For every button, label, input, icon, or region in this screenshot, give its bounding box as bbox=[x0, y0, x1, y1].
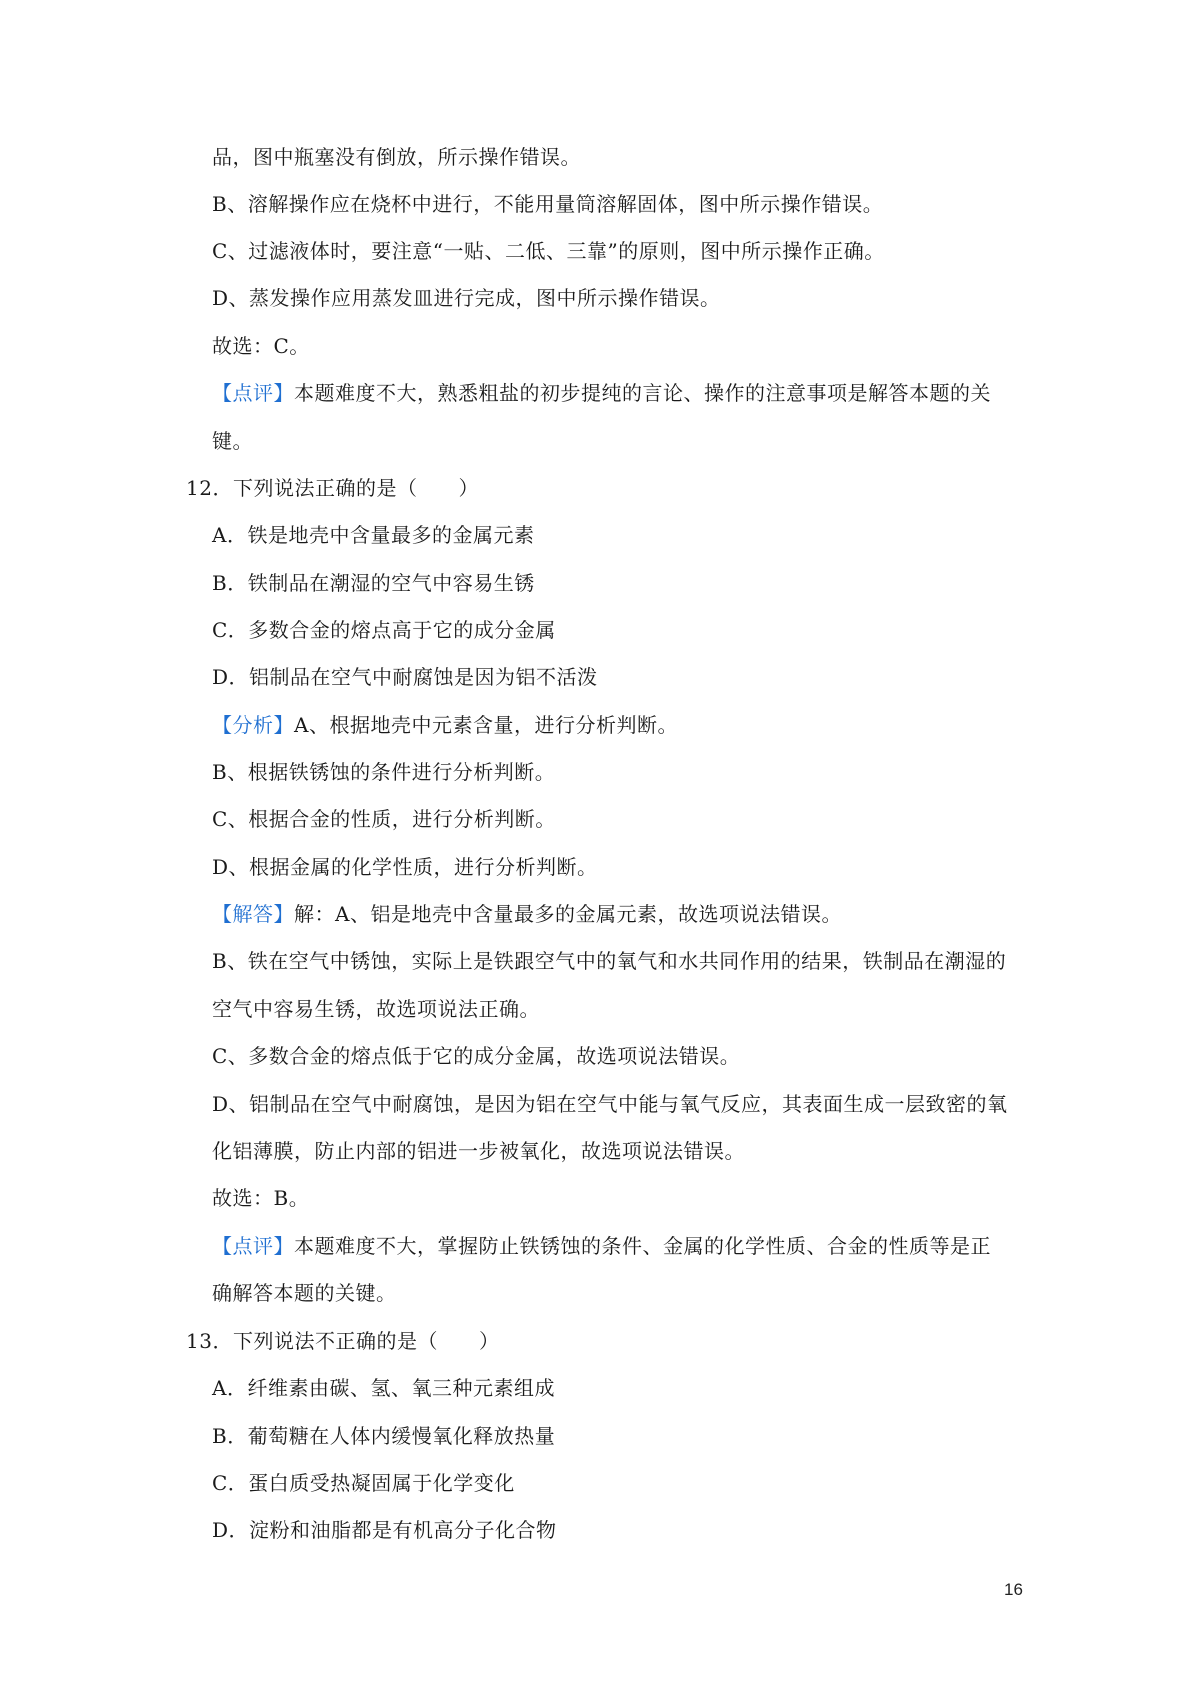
option-line: A．纤维素由碳、氢、氧三种元素组成 bbox=[212, 1376, 555, 1400]
text-line: C、根据合金的性质，进行分析判断。 bbox=[212, 807, 556, 831]
option-line: D．铝制品在空气中耐腐蚀是因为铝不活泼 bbox=[212, 665, 598, 689]
comment-text: 本题难度不大，熟悉粗盐的初步提纯的言论、操作的注意事项是解答本题的关 bbox=[294, 381, 991, 405]
option-line: D．淀粉和油脂都是有机高分子化合物 bbox=[212, 1518, 557, 1542]
option-line: C．多数合金的熔点高于它的成分金属 bbox=[212, 618, 556, 642]
answer-line bbox=[212, 900, 842, 928]
text-line: B、根据铁锈蚀的条件进行分析判断。 bbox=[212, 760, 556, 784]
comment-tag: 【点评】 bbox=[212, 381, 294, 405]
text-line: D、蒸发操作应用蒸发皿进行完成，图中所示操作错误。 bbox=[212, 286, 721, 310]
page-number: 16 bbox=[1004, 1580, 1023, 1599]
analysis-text: A、根据地壳中元素含量，进行分析判断。 bbox=[294, 713, 678, 737]
analysis-tag: 【分析】 bbox=[212, 713, 294, 737]
comment-text: 本题难度不大，掌握防止铁锈蚀的条件、金属的化学性质、合金的性质等是正 bbox=[294, 1234, 991, 1258]
option-line: B．葡萄糖在人体内缓慢氧化释放热量 bbox=[212, 1424, 556, 1448]
text-line: B、铁在空气中锈蚀，实际上是铁跟空气中的氧气和水共同作用的结果，铁制品在潮湿的 bbox=[212, 949, 1007, 973]
option-line: A．铁是地壳中含量最多的金属元素 bbox=[212, 523, 535, 547]
text-line: 空气中容易生锈，故选项说法正确。 bbox=[212, 997, 540, 1021]
text-line: 品，图中瓶塞没有倒放，所示操作错误。 bbox=[212, 145, 581, 169]
text-line: 确解答本题的关键。 bbox=[212, 1281, 397, 1305]
text-line: B、溶解操作应在烧杯中进行，不能用量筒溶解固体，图中所示操作错误。 bbox=[212, 192, 884, 216]
question-title: 13．下列说法不正确的是（ ） bbox=[186, 1329, 500, 1353]
question-title: 12．下列说法正确的是（ ） bbox=[186, 476, 479, 500]
option-line: C．蛋白质受热凝固属于化学变化 bbox=[212, 1471, 515, 1495]
comment-tag: 【点评】 bbox=[212, 1234, 294, 1258]
comment-line bbox=[212, 1232, 991, 1260]
text-line: 键。 bbox=[212, 429, 253, 453]
text-line: D、铝制品在空气中耐腐蚀，是因为铝在空气中能与氧气反应，其表面生成一层致密的氧 bbox=[212, 1092, 1008, 1116]
answer-text: 解：A、铝是地壳中含量最多的金属元素，故选项说法错误。 bbox=[294, 902, 842, 926]
text-line: D、根据金属的化学性质，进行分析判断。 bbox=[212, 855, 598, 879]
option-line: B．铁制品在潮湿的空气中容易生锈 bbox=[212, 571, 535, 595]
text-line: C、多数合金的熔点低于它的成分金属，故选项说法错误。 bbox=[212, 1044, 741, 1068]
text-line: 化铝薄膜，防止内部的铝进一步被氧化，故选项说法错误。 bbox=[212, 1139, 745, 1163]
text-line: C、过滤液体时，要注意“一贴、二低、三靠”的原则，图中所示操作正确。 bbox=[212, 239, 885, 263]
answer-tag: 【解答】 bbox=[212, 902, 294, 926]
comment-line bbox=[212, 379, 991, 407]
analysis-line bbox=[212, 711, 678, 739]
text-line: 故选：C。 bbox=[212, 334, 310, 358]
text-line: 故选：B。 bbox=[212, 1186, 310, 1210]
